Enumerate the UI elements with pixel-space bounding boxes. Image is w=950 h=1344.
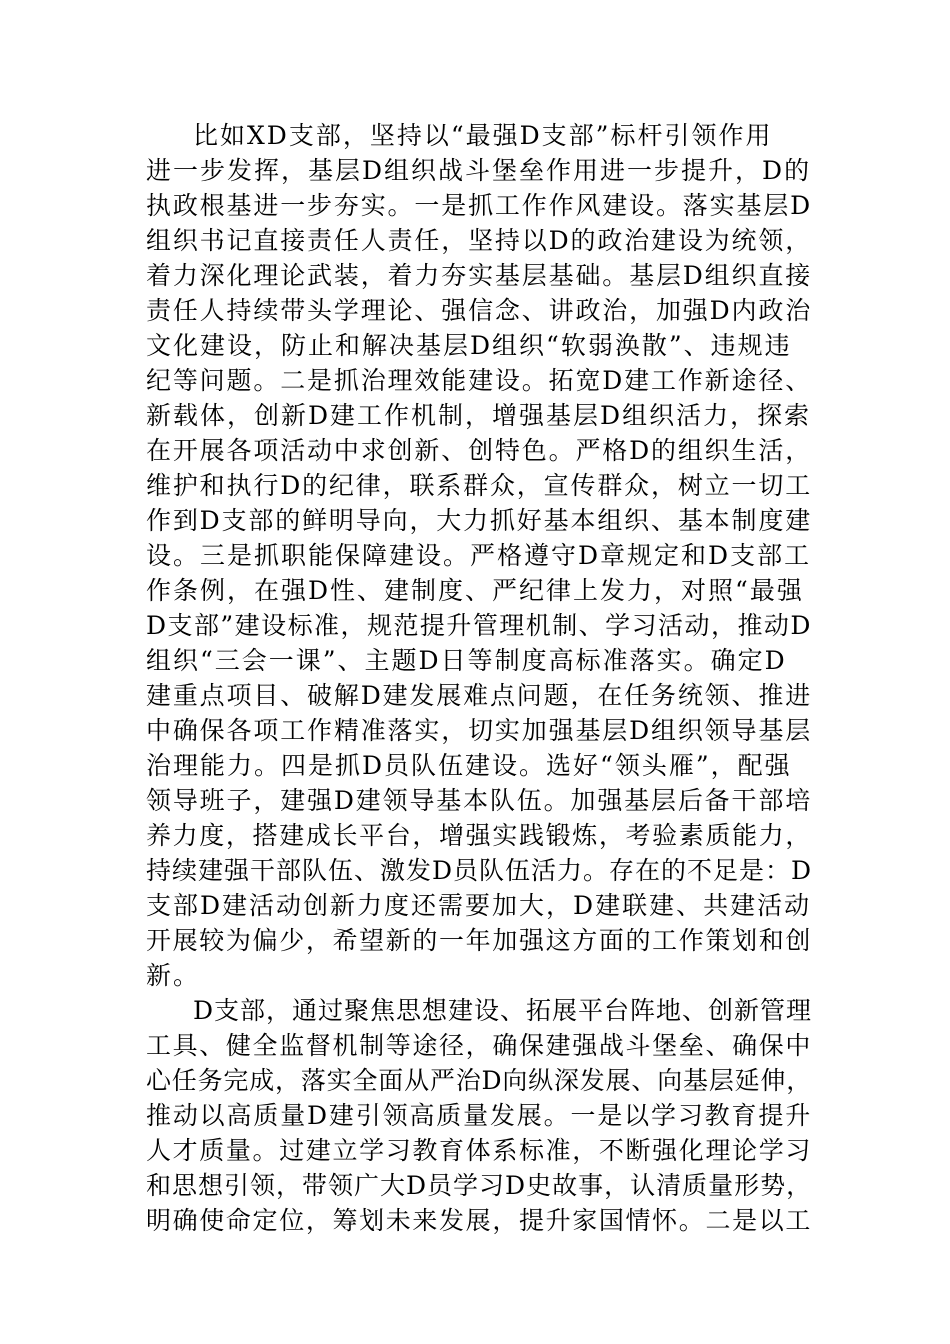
text-line: 进一步发挥，基层D组织战斗堡垒作用进一步提升，D的	[146, 156, 812, 185]
text-line: 文化建设，防止和解决基层D组织“软弱涣散”、违规违	[146, 331, 792, 360]
text-line: 领导班子，建强D建领导基本队伍。加强基层后备干部培	[146, 786, 813, 815]
text-line: 作到D支部的鲜明导向，大力抓好基本组织、基本制度建	[146, 506, 813, 535]
text-line: 新载体，创新D建工作机制，增强基层D组织活力，探索	[146, 401, 812, 430]
text-line: 推动以高质量D建引领高质量发展。一是以学习教育提升	[146, 1101, 813, 1130]
text-line: 支部D建活动创新力度还需要加大，D建联建、共建活动	[146, 891, 812, 920]
text-line: 中确保各项工作精准落实，切实加强基层D组织领导基层	[146, 716, 813, 745]
text-line: 新。	[146, 961, 201, 990]
text-line: 建重点项目、破解D建发展难点问题，在任务统领、推进	[146, 681, 813, 710]
text-line: D支部，通过聚焦思想建设、拓展平台阵地、创新管理	[193, 996, 813, 1025]
text-line: 比如XD支部，坚持以“最强D支部”标杆引领作用	[193, 121, 773, 150]
text-line: 执政根基进一步夯实。一是抓工作作风建设。落实基层D	[146, 191, 813, 220]
text-line: 工具、健全监督机制等途径，确保建强战斗堡垒、确保中	[146, 1031, 813, 1060]
text-line: 设。三是抓职能保障建设。严格遵守D章规定和D支部工	[146, 541, 812, 570]
text-line: 纪等问题。二是抓治理效能建设。拓宽D建工作新途径、	[146, 366, 813, 395]
text-line: 在开展各项活动中求创新、创特色。严格D的组织生活，	[146, 436, 813, 465]
text-line: 持续建强干部队伍、激发D员队伍活力。存在的不足是：D	[146, 856, 813, 885]
text-line: 组织“三会一课”、主题D日等制度高标准落实。确定D	[146, 646, 787, 675]
text-line: D支部”建设标准，规范提升管理机制、学习活动，推动D	[146, 611, 812, 640]
text-line: 和思想引领，带领广大D员学习D史故事，认清质量形势，	[146, 1171, 813, 1200]
text-line: 人才质量。过建立学习教育体系标准，不断强化理论学习	[146, 1136, 813, 1165]
text-line: 责任人持续带头学理论、强信念、讲政治，加强D内政治	[146, 296, 813, 325]
text-line: 开展较为偏少，希望新的一年加强这方面的工作策划和创	[146, 926, 813, 955]
text-line: 组织书记直接责任人责任，坚持以D的政治建设为统领，	[146, 226, 813, 255]
text-line: 养力度，搭建成长平台，增强实践锻炼，考验素质能力，	[146, 821, 813, 850]
text-line: 维护和执行D的纪律，联系群众，宣传群众，树立一切工	[146, 471, 813, 500]
text-line: 治理能力。四是抓D员队伍建设。选好“领头雁”，配强	[146, 751, 792, 780]
text-line: 心任务完成，落实全面从严治D向纵深发展、向基层延伸，	[146, 1066, 813, 1095]
text-line: 作条例，在强D性、建制度、严纪律上发力，对照“最强	[146, 576, 804, 605]
text-line: 着力深化理论武装，着力夯实基层基础。基层D组织直接	[146, 261, 813, 290]
text-line: 明确使命定位，筹划未来发展，提升家国情怀。二是以工	[146, 1206, 813, 1235]
